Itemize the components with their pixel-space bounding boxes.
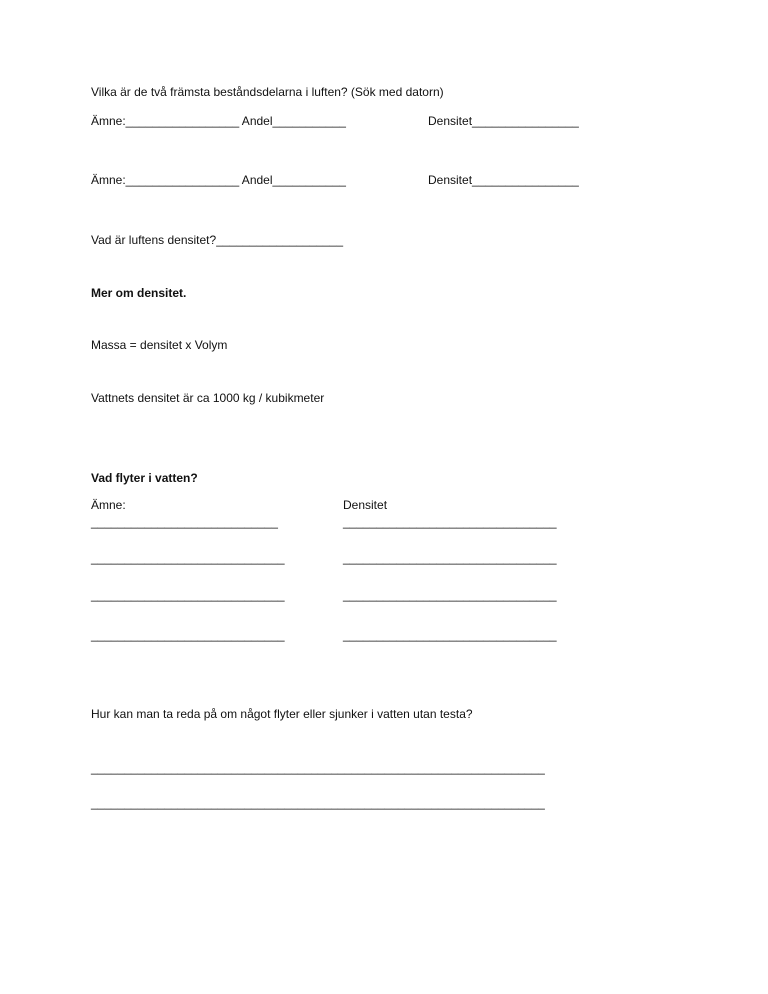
formula-mass: Massa = densitet x Volym [91,338,228,352]
float-row-substance-3: _____________________________ [91,588,285,602]
column-label-substance: Ämne: [91,498,126,512]
answer-line-substance-1: Ämne:_________________ Andel___________ [91,114,346,128]
float-row-density-1: ________________________________ [343,515,557,529]
heading-what-floats: Vad flyter i vatten? [91,471,198,485]
heading-more-density: Mer om densitet. [91,286,187,300]
float-row-substance-4: _____________________________ [91,628,285,642]
question-air-components: Vilka är de två främsta beståndsdelarna i luften? (Sök med datorn) [91,85,444,99]
question-air-density: Vad är luftens densitet?___________________ [91,233,343,247]
water-density-fact: Vattnets densitet är ca 1000 kg / kubikmeter [91,391,325,405]
question-float-or-sink: Hur kan man ta reda på om något flyter eller sjunker i vatten utan testa? [91,707,473,721]
answer-line-density-1: Densitet________________ [428,114,579,128]
float-row-density-2: ________________________________ [343,551,557,565]
float-row-substance-2: _____________________________ [91,551,285,565]
column-label-density: Densitet [343,498,388,512]
answer-line-density-2: Densitet________________ [428,173,579,187]
answer-line-2: ____________________________________________________________________ [91,796,545,810]
answer-line-substance-2: Ämne:_________________ Andel___________ [91,173,346,187]
float-row-density-4: ________________________________ [343,628,557,642]
float-row-density-3: ________________________________ [343,588,557,602]
answer-line-1: ____________________________________________________________________ [91,761,545,775]
float-row-substance-1: ____________________________ [91,515,278,529]
